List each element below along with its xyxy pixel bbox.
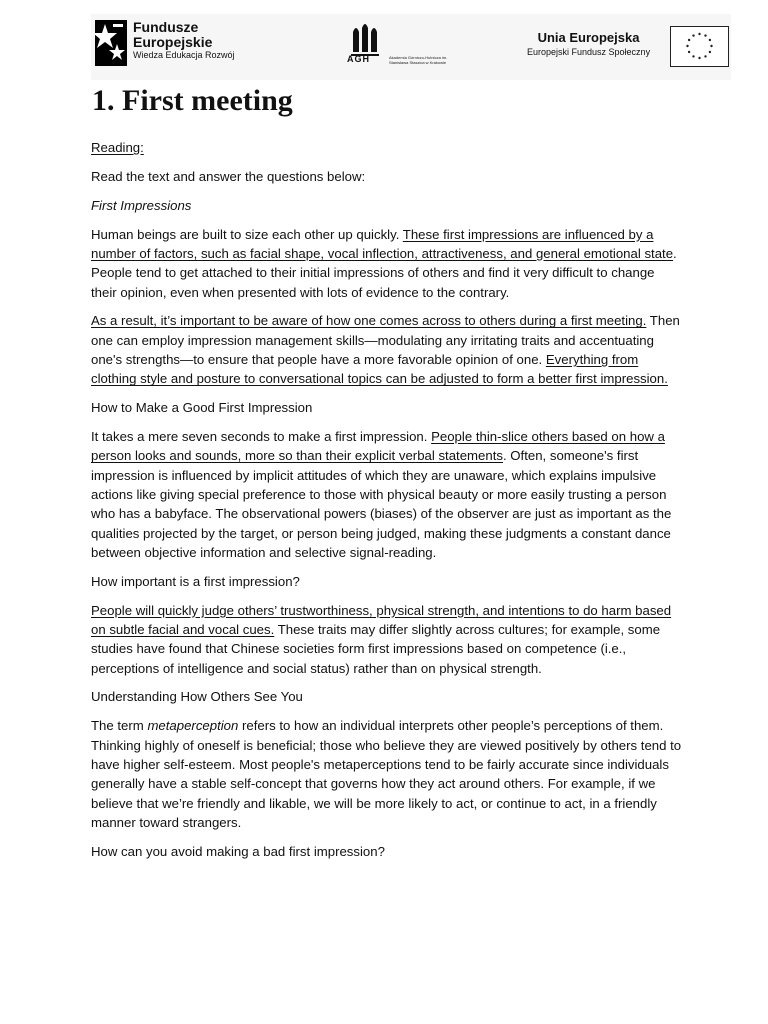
fe-line1: Fundusze [133,19,199,35]
fe-line2: Europejskie [133,33,213,50]
fe-line3: Wiedza Edukacja Rozwój [133,50,235,61]
p5-italic-term: metaperception [147,718,239,734]
text-subtitle: First Impressions [91,197,192,213]
ue-line2: Europejski Fundusz Społeczny [527,47,651,57]
paragraph-2 [91,311,683,388]
eu-flag-icon [670,26,729,67]
p5-text-a: The term [91,718,148,734]
p2-underlined-2: Everything from clothing style and posture to conversational topics can be adjusted to form a better first impression. [91,352,668,387]
unia-europejska-text [527,30,650,57]
p4-text: These traits may differ slightly across cultures; for example, some studies have found that Chinese societies form first impressions based on competence (i.e., perceptions of intelligence and social status) rather than on physical strength. [91,621,661,676]
paragraph-1 [91,225,683,302]
paragraph-5 [91,716,683,832]
p2-underlined-1: As a result, it’s important to be aware of how one comes across to others during a first meeting. [91,313,647,329]
p1-underlined: These first impressions are influenced by a number of factors, such as facial shape, vocal inflection, attractiveness, and general emotional state [91,226,674,261]
agh-logo-icon [349,20,449,74]
p3-underlined: People thin-slice others based on how a person looks and sounds, more so than their explicit verbal statements [91,429,665,464]
p2-text: Then one can employ impression management skills—modulating any irritating traits and accentuating one's strengths—to ensure that people have a more favorable opinion of one. [91,313,680,368]
paragraph-4 [91,601,683,678]
heading-avoid-bad-impression: How can you avoid making a bad first impression? [91,843,385,859]
fe-star-icon [95,20,127,66]
p1-text-a: Human beings are built to size each other up quickly. [91,226,403,242]
agh-name: AGH [347,54,370,64]
p5-text-b: refers to how an individual interprets other people’s perceptions of them. Thinking highly of oneself is beneficial; those who believe they are viewed positively by others tend to have higher self-esteem. Most people's metaperceptions tend to be fairly accurate since individuals generally have a stable self-concept that governs how they act around others. For example, if we believe that we’re friendly and likable, we will be more likely to act, or continue to act, in a friendly manner toward strangers. [91,718,682,830]
ue-line1: Unia Europejska [537,30,640,45]
heading-good-impression: How to Make a Good First Impression [91,400,313,416]
fundusze-europejskie-logo [95,20,235,66]
p3-text-a: It takes a mere seven seconds to make a first impression. [91,429,432,445]
reading-label: Reading: [91,140,144,155]
p4-underlined: People will quickly judge others’ trustworthiness, physical strength, and intentions to do harm based on subtle facial and vocal cues. [91,602,672,637]
instruction: Read the text and answer the questions below: [91,168,366,184]
p1-text-b: . People tend to get attached to their initial impressions of others and find it very difficult to change their opinion, even when presented with lots of evidence to the contrary. [91,245,677,300]
heading-importance: How important is a first impression? [91,573,300,589]
header-logos [91,14,731,80]
page-title: 1. First meeting [92,84,293,117]
paragraph-3 [91,427,683,562]
p3-text-b: . Often, someone's first impression is influenced by implicit attitudes of which they are unaware, which explains impulsive actions like giving special preference to those with physical beauty or more easily trusting a person who has a babyface. The observational powers (biases) of the observer are just as important as the qualities projected by the target, or person being judged, making these judgments a constant dance between objective information and selective signal-reading. [91,448,672,560]
document-body [91,138,683,871]
heading-others-see-you: Understanding How Others See You [91,689,303,705]
agh-caption: Akademia Górniczo-Hutnicza im. Stanisława Staszica w Krakowie [389,55,448,65]
